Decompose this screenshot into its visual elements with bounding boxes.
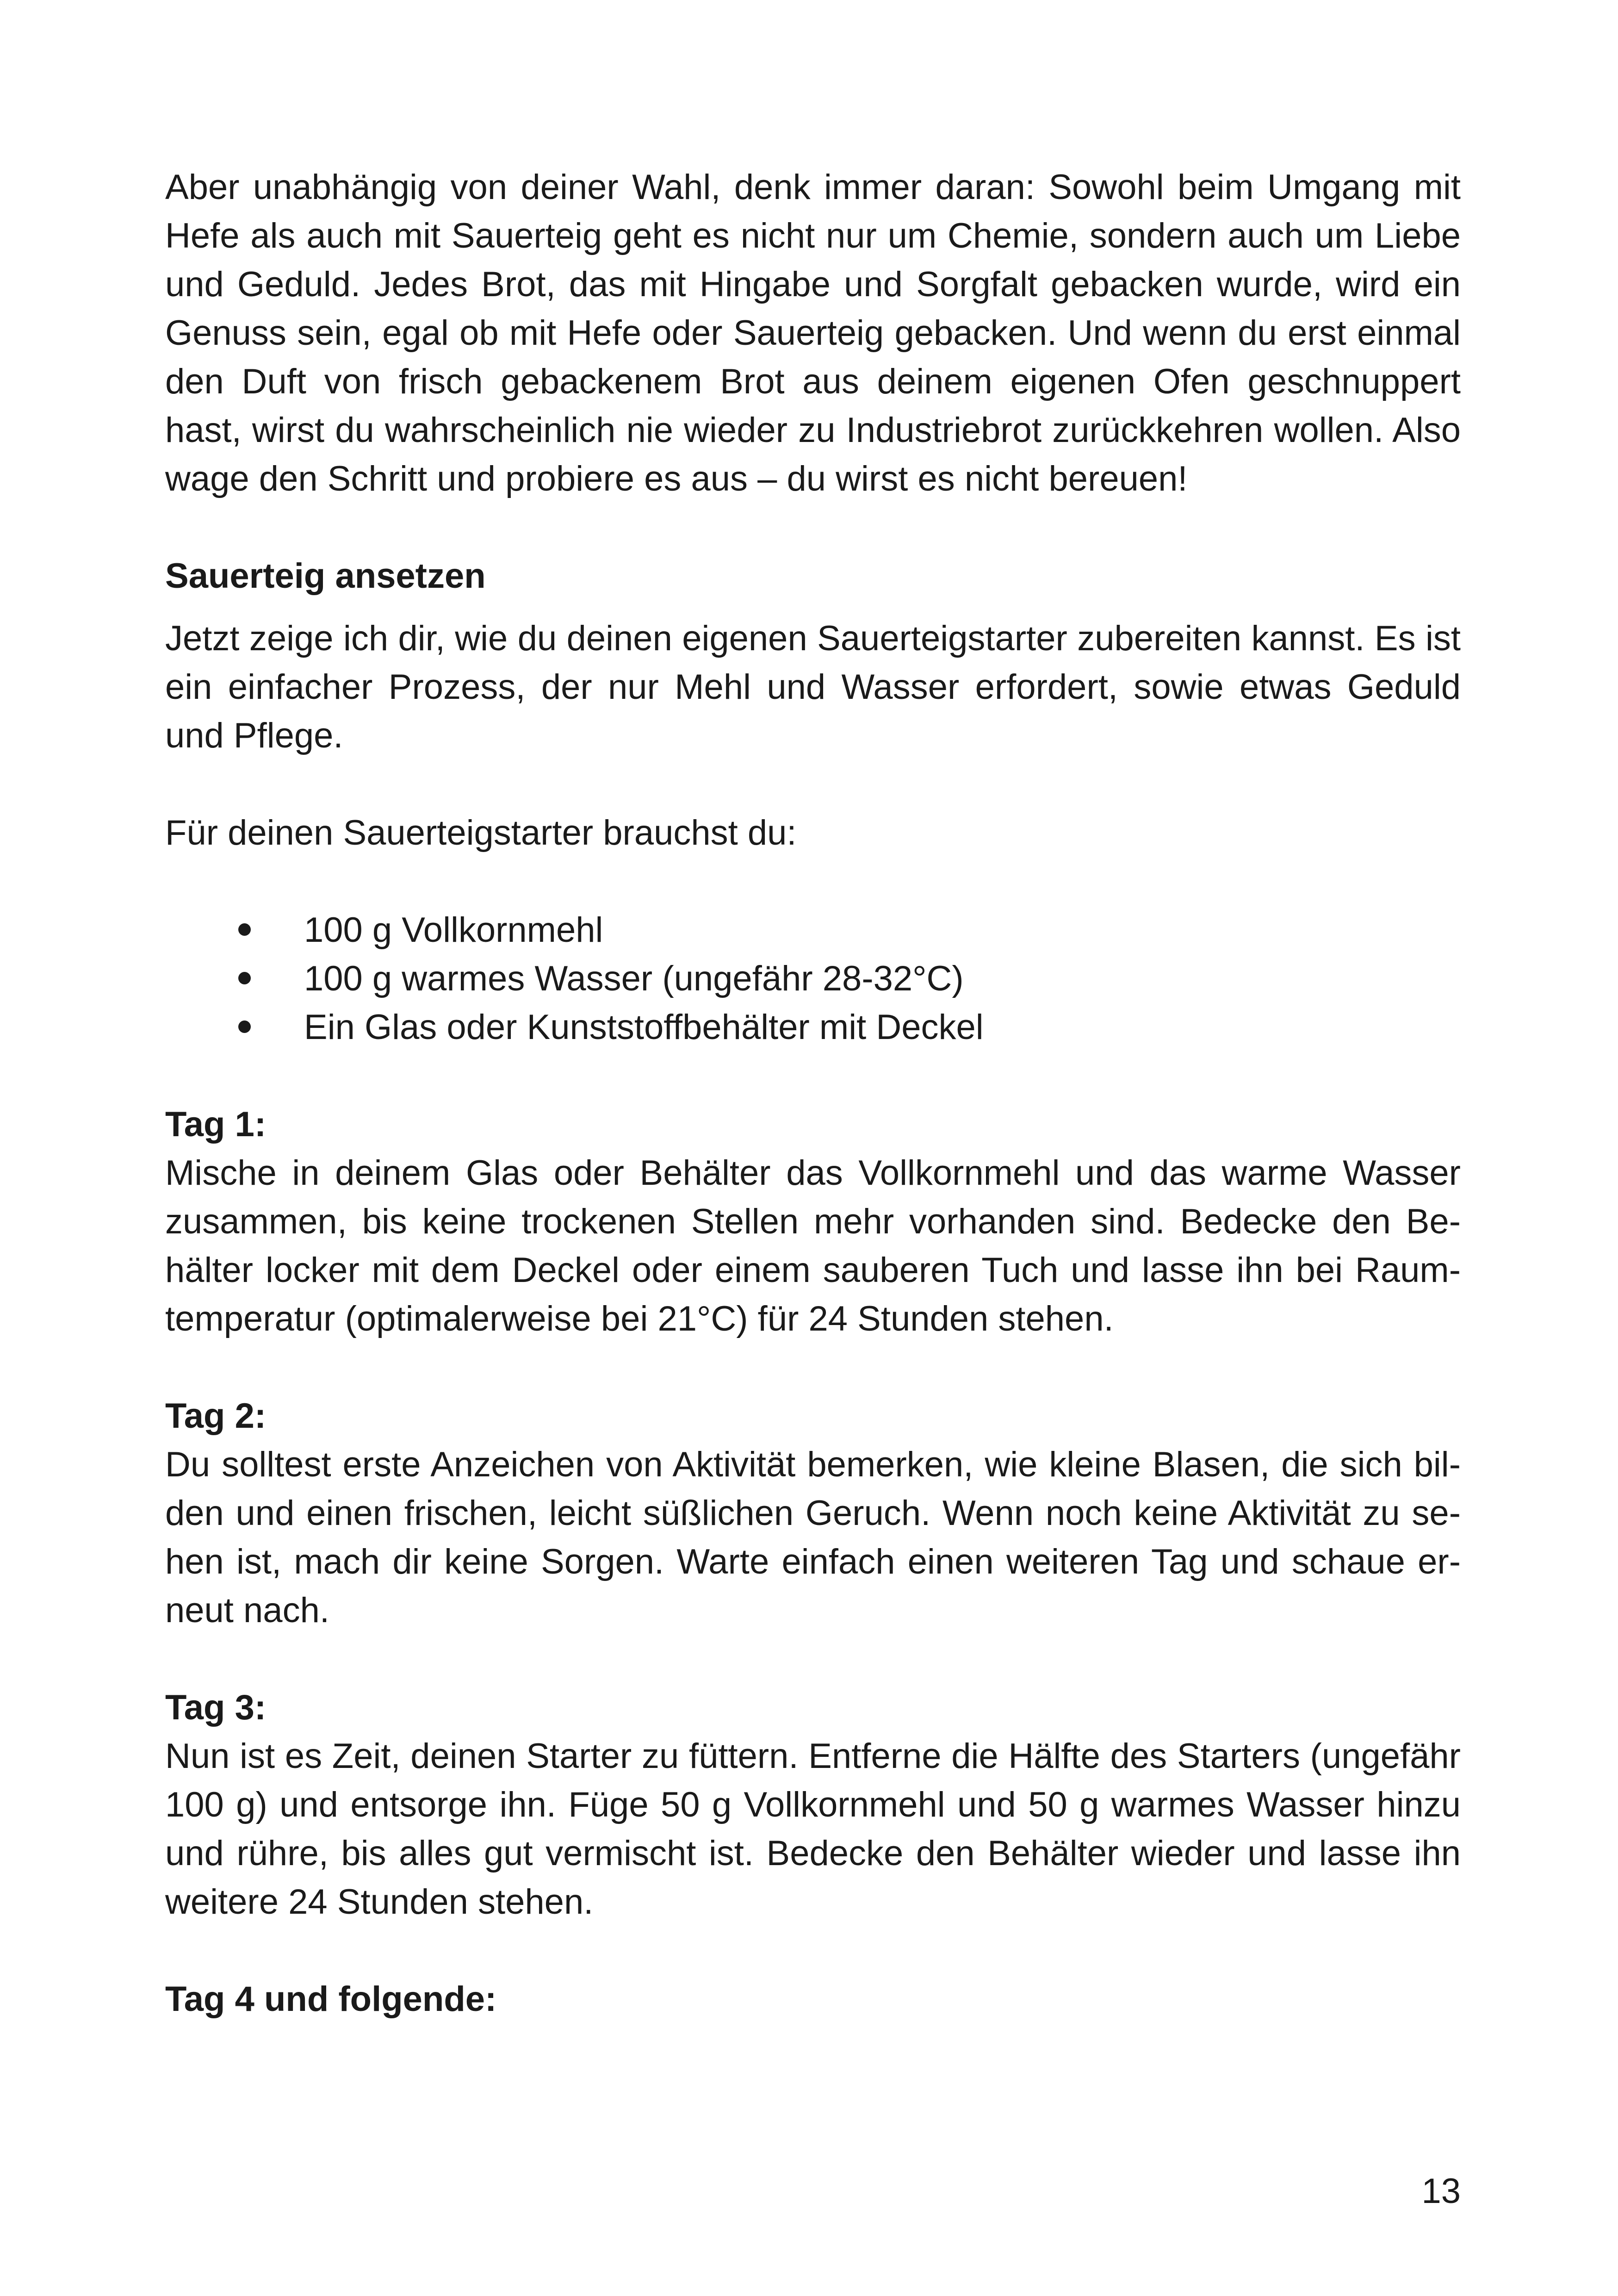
day-2-title: Tag 2: — [165, 1396, 267, 1436]
spacer — [165, 1926, 1461, 1975]
spacer — [165, 503, 1461, 552]
ingredient-text: 100 g warmes Wasser (ungefähr 28-32°C) — [304, 959, 964, 998]
spacer — [165, 1052, 1461, 1100]
day-1-title: Tag 1: — [165, 1105, 267, 1144]
day-3-text: Nun ist es Zeit, deinen Starter zu füttern. Entferne die Hälfte des Starters (ungefähr 100 g) und entsorge ihn. Füge 50 g Vollkornmehl und 50 g warmes Wasser hinzu und rühre, bis alles gut vermischt ist. Bedecke den Behälter wieder und lasse ihn weitere 24 Stunden stehen. — [165, 1736, 1461, 1922]
section-intro-paragraph: Jetzt zeige ich dir, wie du deinen eigenen Sauerteigstarter zubereiten kannst. Es ist ein einfacher Prozess, der nur Mehl und Wasser erfordert, sowie etwas Geduld und Pflege. — [165, 619, 1461, 755]
spacer — [165, 760, 1461, 809]
list-item — [165, 1003, 1461, 1052]
spacer — [165, 1343, 1461, 1392]
section-heading: Sauerteig ansetzen — [165, 556, 486, 596]
day-2-text: Du solltest erste Anzeichen von Aktivität bemerken, wie kleine Blasen, die sich bilden und einen frischen, leicht süßlichen Geruch. Wenn noch keine Aktivität zu sehen ist, mach dir keine Sorgen. Warte einfach einen weiteren Tag und schaue erneut nach. — [165, 1445, 1461, 1630]
ingredient-text: 100 g Vollkornmehl — [304, 910, 603, 950]
list-item — [165, 906, 1461, 954]
bullet-icon — [238, 972, 251, 984]
day-1-text: Mische in deinem Glas oder Behälter das Vollkornmehl und das warme Wasser zusammen, bis keine trockenen Stellen mehr vorhanden sind. Bedecke den Behälter locker mit dem Deckel oder einem sauberen Tuch und lasse ihn bei Raumtemperatur (optimalerweise bei 21°C) für 24 Stunden stehen. — [165, 1153, 1461, 1338]
page-number: 13 — [1421, 2172, 1461, 2211]
day-4-title: Tag 4 und folgende: — [165, 1979, 497, 2019]
list-item — [165, 954, 1461, 1003]
bullet-icon — [238, 1020, 251, 1033]
ingredients-intro: Für deinen Sauerteigstarter brauchst du: — [165, 813, 797, 852]
day-3-title: Tag 3: — [165, 1688, 267, 1727]
ingredients-list — [165, 906, 1461, 1052]
spacer — [165, 857, 1461, 906]
spacer — [165, 600, 1461, 614]
page-content — [165, 163, 1461, 2023]
ingredient-text: Ein Glas oder Kunststoffbehälter mit Deckel — [304, 1008, 984, 1047]
intro-paragraph: Aber unabhängig von deiner Wahl, denk immer daran: Sowohl beim Umgang mit Hefe als auch mit Sauerteig geht es nicht nur um Chemie, sondern auch um Liebe und Geduld. Jedes Brot, das mit Hingabe und Sorgfalt gebacken wurde, wird ein Genuss sein, egal ob mit Hefe oder Sauerteig gebacken. Und wenn du erst einmal den Duft von frisch gebackenem Brot aus deinem eigenen Ofen geschnuppert hast, wirst du wahrscheinlich nie wieder zu Industriebrot zurückkehren wollen. Also wage den Schritt und probiere es aus – du wirst es nicht bereuen! — [165, 168, 1461, 498]
spacer — [165, 1635, 1461, 1683]
bullet-icon — [238, 923, 251, 936]
